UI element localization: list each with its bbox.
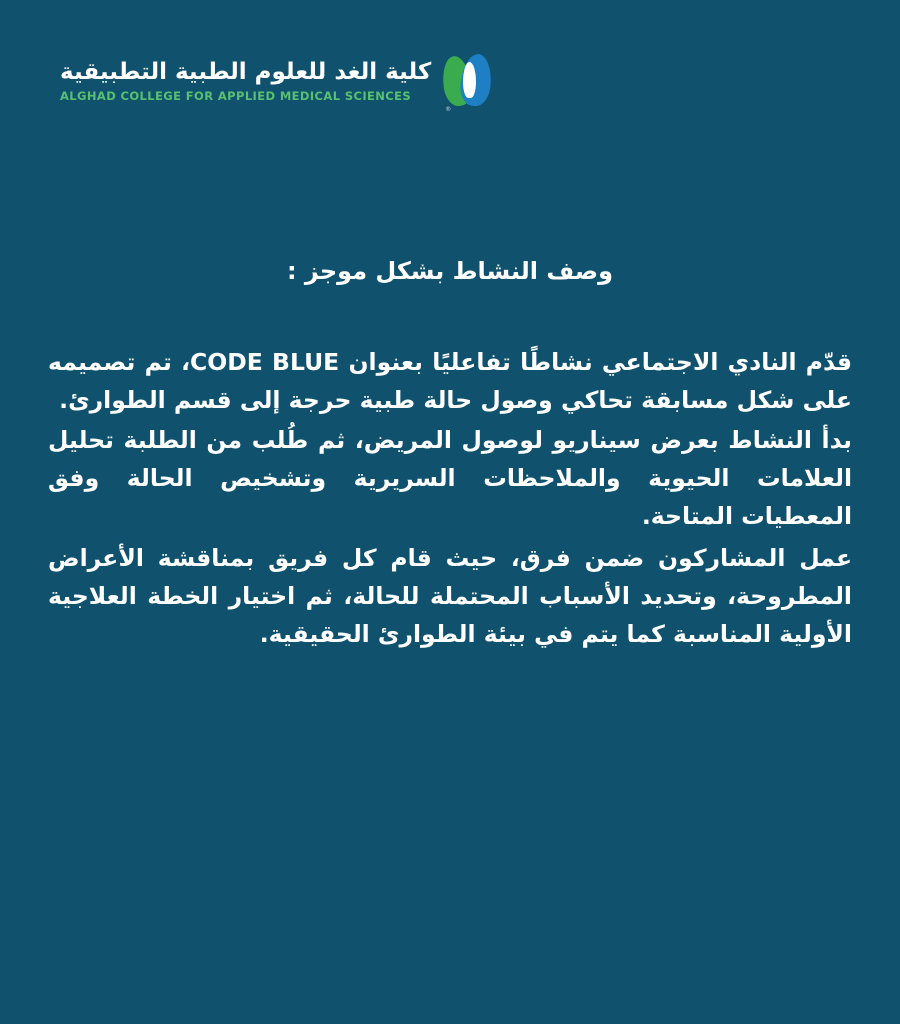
logo-name-arabic: كلية الغد للعلوم الطبية التطبيقية xyxy=(60,59,432,86)
paragraph-1: قدّم النادي الاجتماعي نشاطًا تفاعليًا بعنوان CODE BLUE، تم تصميمه على شكل مسابقة تحاكي وصول حالة طبية حرجة إلى قسم الطوارئ. xyxy=(48,347,852,414)
trademark-symbol: ® xyxy=(445,106,452,113)
logo-leaf-white-icon xyxy=(463,62,476,98)
college-logo xyxy=(60,52,503,113)
paragraph-2: بدأ النشاط بعرض سيناريو لوصول المريض، ثم طُلب من الطلبة تحليل العلامات الحيوية والملاحظات السريرية وتشخيص الحالة وفق المعطيات المتاحة. xyxy=(48,425,852,530)
logo-text xyxy=(60,59,431,103)
activity-description-section xyxy=(48,255,852,657)
logo-name-english: ALGHAD COLLEGE FOR APPLIED MEDICAL SCIENCES xyxy=(60,88,412,103)
paragraph-3: عمل المشاركون ضمن فرق، حيث قام كل فريق بمناقشة الأعراض المطروحة، وتحديد الأسباب المحتملة للحالة، ثم اختيار الخطة العلاجية الأولية المناسبة كما يتم في بيئة الطوارئ الحقيقية. xyxy=(48,543,852,649)
logo-mark-icon xyxy=(441,52,503,113)
section-heading: وصف النشاط بشكل موجز : xyxy=(286,257,614,285)
